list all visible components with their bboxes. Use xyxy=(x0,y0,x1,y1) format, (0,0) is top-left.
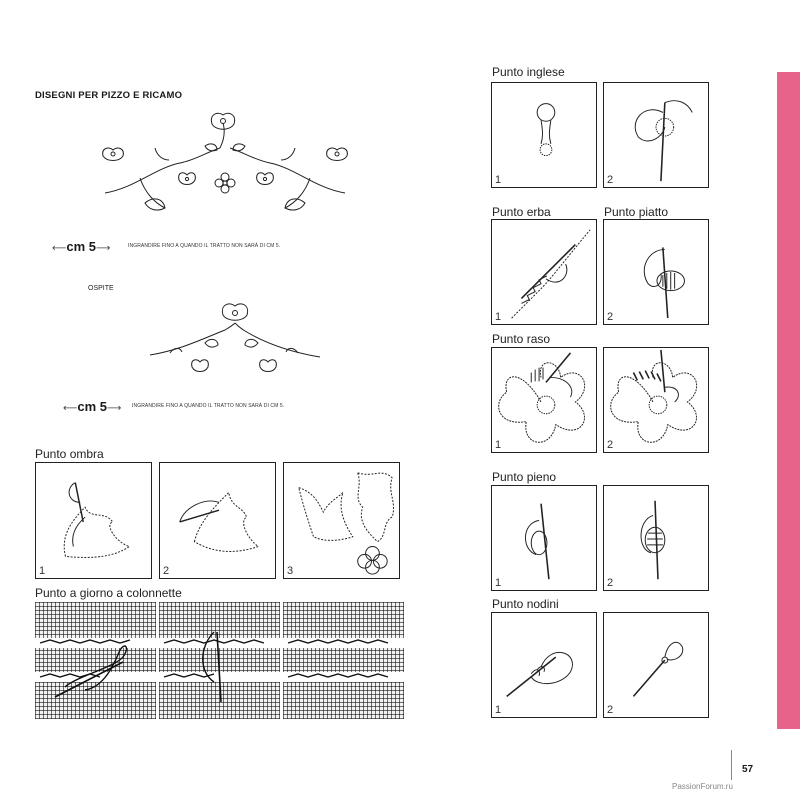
scale-indicator-2: ⟵cm 5⟶ xyxy=(63,399,122,414)
punto-raso-step-1 xyxy=(491,347,597,453)
step-number: 2 xyxy=(607,439,614,451)
ospite-label: OSPITE xyxy=(88,285,114,292)
step-number: 2 xyxy=(163,565,170,577)
punto-pieno-step-1 xyxy=(491,485,597,591)
step-number: 2 xyxy=(607,577,614,589)
punto-piatto-step-2 xyxy=(603,219,709,325)
scale-note-2: INGRANDIRE FINO A QUANDO IL TRATTO NON SARÀ DI CM 5. xyxy=(132,403,285,409)
floral-motif-small xyxy=(140,295,330,385)
punto-nodini-label: Punto nodini xyxy=(492,597,559,611)
step-number: 1 xyxy=(495,439,502,451)
punto-ombra-step-1 xyxy=(35,462,152,579)
punto-nodini-step-2 xyxy=(603,612,709,718)
punto-giorno-step-1 xyxy=(35,602,156,719)
punto-giorno-label: Punto a giorno a colonnette xyxy=(35,586,182,600)
step-number: 1 xyxy=(495,174,502,186)
punto-pieno-step-2 xyxy=(603,485,709,591)
punto-piatto-label: Punto piatto xyxy=(604,205,669,219)
punto-inglese-step-2 xyxy=(603,82,709,188)
punto-ombra-label: Punto ombra xyxy=(35,447,104,461)
punto-nodini-step-1 xyxy=(491,612,597,718)
page-title: DISEGNI PER PIZZO E RICAMO xyxy=(35,90,183,101)
floral-motif-large xyxy=(85,108,365,223)
scale-label: cm 5 xyxy=(77,399,107,414)
accent-sidebar xyxy=(777,72,800,729)
step-number: 2 xyxy=(607,174,614,186)
step-number: 1 xyxy=(495,577,502,589)
punto-raso-step-2 xyxy=(603,347,709,453)
punto-inglese-label: Punto inglese xyxy=(492,65,565,79)
step-number: 2 xyxy=(607,311,614,323)
scale-note-1: INGRANDIRE FINO A QUANDO IL TRATTO NON SARÀ DI CM 5. xyxy=(128,243,281,249)
page-divider xyxy=(731,750,732,780)
punto-giorno-step-3 xyxy=(283,602,404,719)
punto-giorno-step-2 xyxy=(159,602,280,719)
watermark: PassionForum.ru xyxy=(672,782,733,791)
step-number: 3 xyxy=(287,565,294,577)
punto-erba-label: Punto erba xyxy=(492,205,551,219)
punto-ombra-step-3 xyxy=(283,462,400,579)
step-number: 2 xyxy=(607,704,614,716)
step-number: 1 xyxy=(39,565,46,577)
step-number: 1 xyxy=(495,704,502,716)
punto-raso-label: Punto raso xyxy=(492,332,551,346)
punto-ombra-step-2 xyxy=(159,462,276,579)
page-number: 57 xyxy=(742,764,754,775)
scale-indicator-1: ⟵cm 5⟶ xyxy=(52,239,111,254)
punto-inglese-step-1 xyxy=(491,82,597,188)
step-number: 1 xyxy=(495,311,502,323)
punto-pieno-label: Punto pieno xyxy=(492,470,557,484)
punto-erba-step-1 xyxy=(491,219,597,325)
scale-label: cm 5 xyxy=(66,239,96,254)
